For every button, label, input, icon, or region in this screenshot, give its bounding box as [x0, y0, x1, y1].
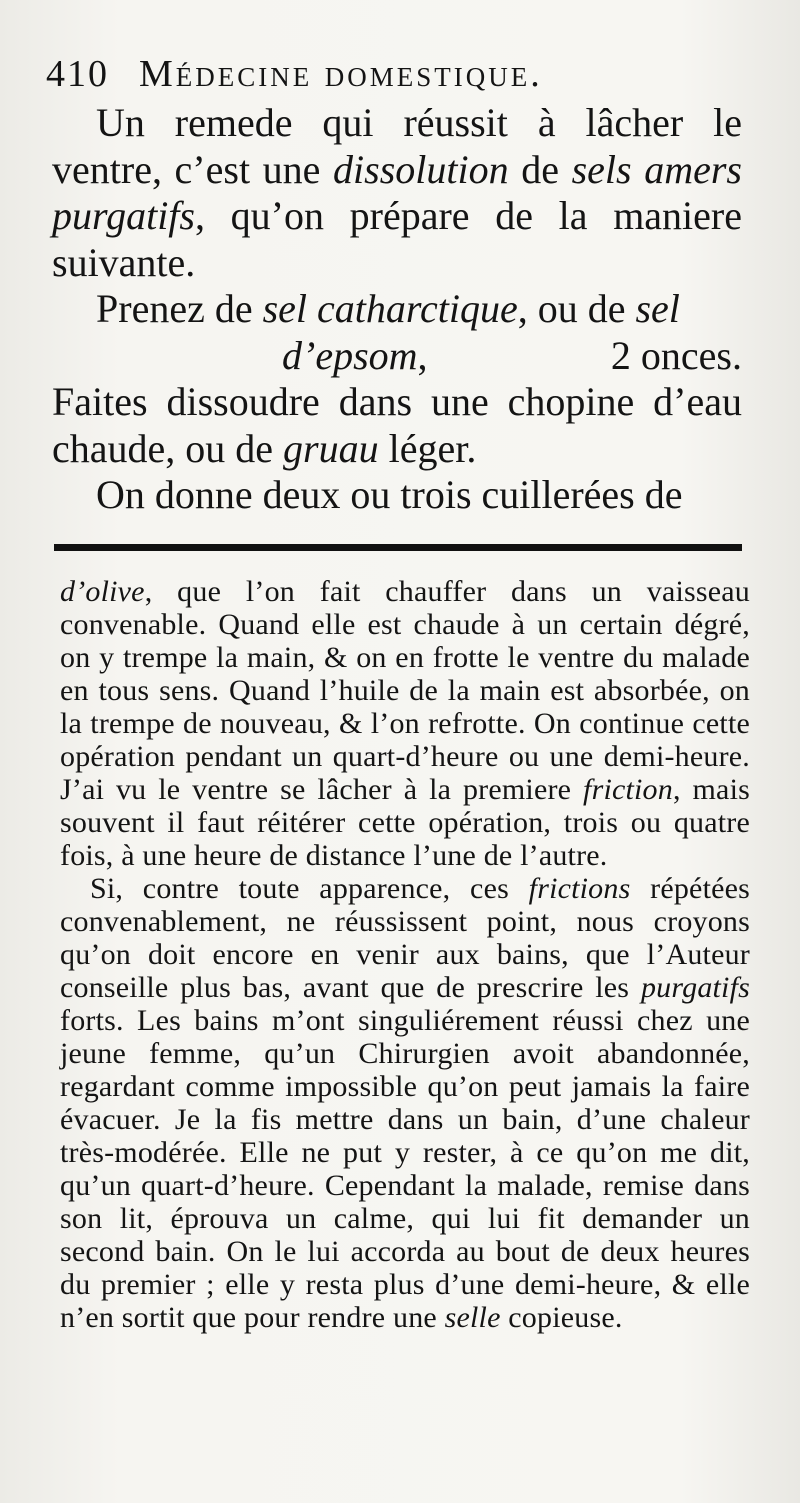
italic-term: friction [583, 773, 673, 806]
italic-term: sel [635, 286, 680, 331]
recipe-quantity: 2 onces. [610, 332, 742, 378]
recipe-line-2 [282, 333, 428, 380]
recipe-prescription [52, 286, 742, 379]
text-run: , qu’on prépare de la maniere suivante. [52, 193, 742, 285]
recipe-line-1 [96, 286, 680, 333]
paragraph-remedy [52, 100, 742, 286]
text-run: forts. Les bains m’ont singuliérement réussi chez une jeune femme, qu’un Chirurgien avoit abandonnée, regardant comme impossible qu’on peut jamais la faire évacuer. Je la fis mettre dans un bain, d’une chaleur très-modérée. Elle ne put y rester, à ce qu’on me dit, qu’un quart-d’heure. Cependant la malade, remise dans son lit, éprouva un calme, qui lui fit demander un second bain. On le lui accorda au bout de deux heures du premier ; elle y resta plus d’une demi-heure, & elle n’en sortit que pour rendre une [60, 1004, 750, 1334]
main-text [52, 100, 742, 519]
footnote-separator-rule [54, 544, 742, 551]
italic-term: purgatifs [640, 971, 750, 1004]
page-header [46, 52, 746, 96]
text-run: Prenez de [96, 286, 263, 331]
text-run: répétées convenablement, ne réussissent point, nous croyons qu’on doit encore en venir aux bains, que l’Auteur conseille plus bas, avant que de prescrire les [60, 872, 751, 1004]
text-run: , que l’on fait chauffer dans un vaisseau convenable. Quand elle est chaude à un certain dégré, on y trempe la main, & on en frotte le ventre du malade en tous sens. Quand l’huile de la main est absorbée, on la trempe de nouveau, & l’on refrotte. On continue cette opération pendant un quart-d’heure ou une demi-heure. J’ai vu le ventre se lâcher à la premiere [60, 575, 750, 806]
text-run: léger. [378, 425, 477, 471]
italic-term: selle [444, 1301, 501, 1334]
text-run: copieuse. [500, 1301, 623, 1334]
running-title: Médecine domestique. [139, 53, 543, 95]
text-run: Un remede qui réussit à lâcher le ventre, c’est une [52, 100, 742, 192]
text-run: de [508, 146, 572, 192]
footnote-paragraph-1 [60, 575, 750, 872]
text-run: Si, contre toute apparence, ces [90, 872, 529, 905]
italic-term: d’epsom [282, 332, 418, 378]
italic-term: d’olive [60, 575, 145, 608]
italic-term: frictions [528, 872, 631, 905]
paragraph-dose: On donne deux ou trois cuillerées de [96, 472, 683, 517]
text-run: , mais souvent il faut réitérer cette opération, trois ou quatre fois, à une heure de distance l’une de l’autre. [60, 773, 750, 872]
footnote [60, 575, 750, 1334]
text-run: , [417, 332, 428, 378]
text-run: , ou de [517, 286, 636, 331]
paragraph-dissolve [52, 379, 742, 472]
italic-term: dissolution [333, 146, 509, 192]
text-run: Faites dissoudre dans une chopine d’eau chaude, ou de [52, 379, 742, 471]
page-number: 410 [46, 53, 109, 95]
footnote-paragraph-2 [60, 872, 750, 1334]
italic-term: sels amers purgatifs [52, 146, 742, 238]
italic-term: sel catharctique [262, 286, 518, 331]
italic-term: gruau [283, 425, 379, 471]
